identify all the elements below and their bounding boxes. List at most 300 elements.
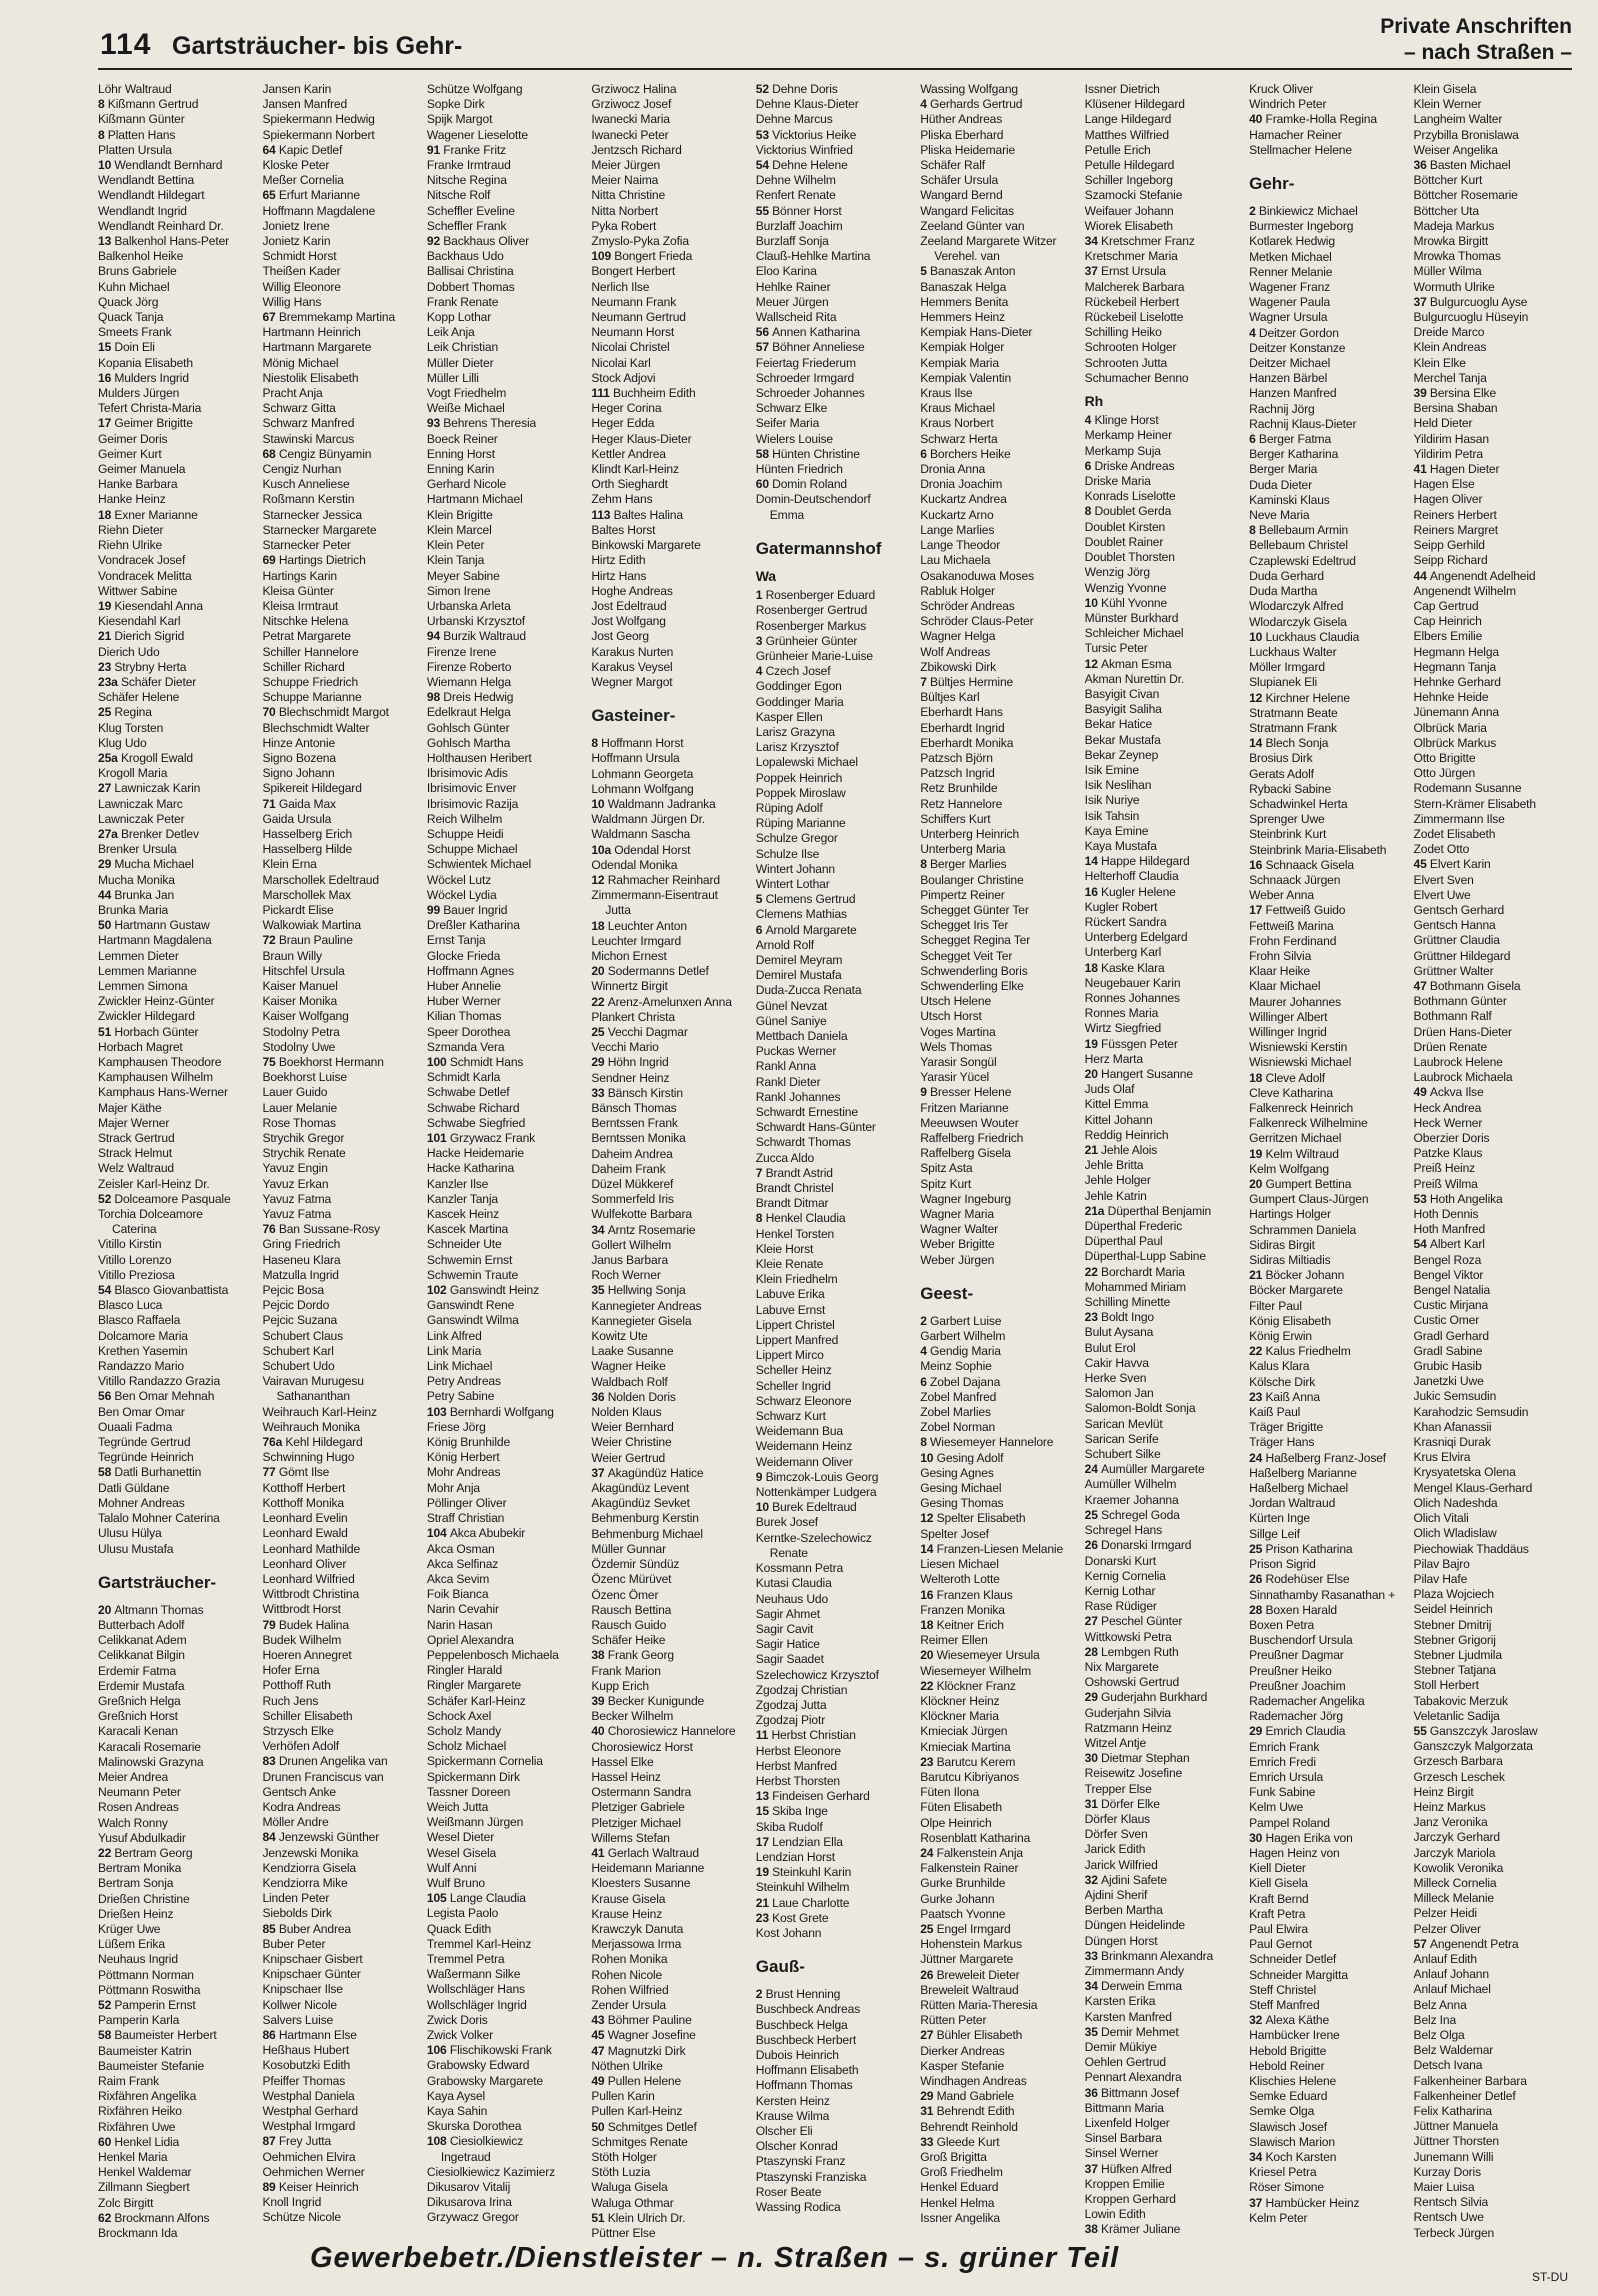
- resident-entry: Mohner Andreas: [98, 1495, 185, 1510]
- house-number: 18: [1249, 1070, 1266, 1085]
- resident-entry: Kernig Lothar: [1084, 1583, 1156, 1598]
- house-number: 84: [262, 1830, 279, 1845]
- house-number: 6: [1249, 432, 1259, 447]
- resident-name: Kaske Klara: [1101, 960, 1165, 975]
- resident-entry: Haßelberg Marianne: [1249, 1465, 1357, 1480]
- resident-entry: Majer Werner: [98, 1115, 170, 1130]
- resident-entry: Kusch Anneliese: [262, 477, 350, 492]
- directory-column: [98, 82, 256, 2241]
- house-number: 65: [262, 188, 279, 203]
- resident-entry: Fettweiß Marina: [1249, 918, 1334, 933]
- resident-name: Bulgurcuoglu Ayse: [1429, 294, 1528, 309]
- resident-entry: Weihrauch Karl-Heinz: [262, 1404, 377, 1419]
- resident-name: Arntz Rosemarie: [607, 1222, 696, 1237]
- resident-entry: Yavuz Engin: [262, 1161, 328, 1176]
- resident-name: Dietmar Stephan: [1101, 1751, 1190, 1766]
- resident-name: Dierich Sigrid: [114, 629, 185, 644]
- resident-entry: [1085, 1508, 1243, 1523]
- resident-entry: [591, 386, 749, 401]
- resident-entry: Jansen Manfred: [262, 97, 348, 112]
- resident-entry: Haßelberg Michael: [1249, 1481, 1349, 1496]
- resident-entry: Weiße Michael: [426, 401, 505, 416]
- resident-entry: Akca Selfinaz: [426, 1556, 499, 1571]
- resident-entry: Hofer Erna: [262, 1663, 320, 1678]
- resident-entry: Schulze Ilse: [755, 846, 820, 861]
- resident-name: Düperthal Benjamin: [1107, 1203, 1212, 1218]
- resident-entry: Stodolny Uwe: [262, 1039, 336, 1054]
- resident-entry: [756, 325, 914, 340]
- resident-entry: Dronia Joachim: [920, 477, 1003, 492]
- resident-entry: Kretschmer Maria: [1084, 249, 1178, 264]
- resident-entry: Pejcic Bosa: [262, 1283, 324, 1298]
- resident-entry: Drunen Franciscus van: [262, 1769, 384, 1784]
- resident-entry: [262, 310, 420, 325]
- resident-entry: Banaszak Helga: [920, 279, 1007, 294]
- resident-entry: Olich Nadeshda: [1413, 1495, 1498, 1510]
- resident-entry: Zodet Elisabeth: [1413, 826, 1496, 841]
- resident-entry: Lendzian Horst: [755, 1849, 836, 1864]
- house-number: 58: [98, 2028, 115, 2043]
- house-number: 53: [755, 127, 773, 142]
- resident-name: Aumüller Margarete: [1101, 1462, 1205, 1477]
- resident-entry: Strack Helmut: [98, 1146, 172, 1161]
- resident-entry: Anlauf Michael: [1413, 1982, 1491, 1997]
- resident-entry: Mohr Anja: [426, 1480, 480, 1495]
- resident-entry: [1414, 1937, 1572, 1952]
- resident-entry: Jenzewski Monika: [262, 1845, 359, 1860]
- resident-entry: Akman Nurettin Dr.: [1084, 671, 1185, 686]
- house-number: 29: [591, 1055, 608, 1070]
- resident-entry: Weier Gertrud: [591, 1450, 666, 1465]
- resident-name: Boekhorst Hermann: [278, 1055, 384, 1069]
- resident-name: Lembgen Ruth: [1101, 1644, 1179, 1659]
- resident-entry: Hegmann Helga: [1413, 644, 1499, 659]
- house-number: 4: [1249, 325, 1259, 340]
- resident-entry: Wagener Lieselotte: [426, 127, 528, 142]
- resident-name: Kelm Wiltraud: [1265, 1146, 1339, 1161]
- resident-entry: Kempiak Hans-Dieter: [920, 325, 1033, 340]
- resident-entry: Laubrock Helene: [1413, 1055, 1503, 1069]
- resident-entry: Slupianek Eli: [1249, 675, 1318, 690]
- resident-entry: Custic Mirjana: [1413, 1298, 1489, 1313]
- resident-entry: Franke Irmtraud: [426, 158, 511, 173]
- resident-entry: Duda Gerhard: [1249, 568, 1324, 583]
- resident-name: Burzik Waltraud: [443, 629, 526, 644]
- resident-entry: Groß Friedhelm: [920, 2165, 1003, 2180]
- resident-entry: Buber Peter: [262, 1936, 326, 1951]
- resident-entry: Akca Sevim: [426, 1571, 490, 1586]
- resident-entry: Kersten Heinz: [755, 2093, 830, 2108]
- resident-entry: Pejcic Suzana: [262, 1313, 338, 1328]
- resident-entry: Renfert Renate: [755, 188, 836, 203]
- resident-entry: Demirel Mustafa: [755, 968, 842, 983]
- resident-name: Blasco Giovanbattista: [114, 1283, 229, 1298]
- resident-entry: Jordan Waltraud: [1249, 1496, 1336, 1511]
- resident-name: Kirchner Helene: [1265, 690, 1350, 705]
- resident-entry: [427, 1283, 585, 1298]
- resident-entry: Foik Bianca: [426, 1587, 489, 1602]
- resident-entry: Schäfer Heike: [591, 1633, 666, 1648]
- resident-entry: Olbrück Markus: [1413, 735, 1497, 750]
- resident-entry: [1249, 736, 1407, 751]
- resident-entry: [920, 1588, 1078, 1603]
- resident-entry: Schmidt Horst: [262, 249, 337, 264]
- house-number: 13: [98, 234, 115, 249]
- resident-entry: Schulze Gregor: [755, 831, 838, 846]
- resident-entry: Hohenstein Markus: [920, 1937, 1022, 1952]
- house-number: 40: [591, 1724, 608, 1739]
- resident-entry: Franzen Monika: [920, 1602, 1005, 1617]
- resident-name: Laue Charlotte: [772, 1895, 850, 1910]
- resident-entry: Frohn Silvia: [1249, 948, 1312, 963]
- resident-entry: Zimmermann-Eisentraut: [591, 888, 718, 903]
- resident-entry: [591, 1694, 749, 1709]
- resident-entry: [756, 1470, 914, 1485]
- resident-entry: Pullen Karin: [591, 2089, 655, 2104]
- house-number: 58: [98, 1465, 115, 1480]
- resident-entry: [98, 1603, 256, 1618]
- resident-entry: Hoghe Andreas: [591, 583, 673, 598]
- resident-entry: [756, 1865, 914, 1880]
- house-number: 57: [1413, 1936, 1430, 1951]
- resident-entry: Kleie Renate: [755, 1257, 824, 1272]
- resident-entry: Kuckartz Arno: [920, 507, 994, 522]
- resident-entry: Kotlarek Hedwig: [1249, 234, 1335, 249]
- resident-entry: Karakus Nurten: [591, 644, 674, 659]
- resident-entry: Ajdini Sherif: [1084, 1887, 1148, 1902]
- resident-entry: Laake Susanne: [591, 1344, 674, 1359]
- resident-entry: [591, 1846, 749, 1861]
- house-number: 10: [98, 158, 115, 173]
- resident-entry: Heinz Markus: [1413, 1799, 1486, 1814]
- resident-name: Spelter Elisabeth: [936, 1511, 1026, 1526]
- resident-entry: Schwardt Hans-Günter: [755, 1120, 876, 1135]
- resident-entry: Leik Christian: [426, 340, 499, 355]
- resident-entry: Ringler Harald: [426, 1663, 503, 1678]
- house-number: 19: [1249, 1146, 1266, 1161]
- directory-column: [1085, 82, 1243, 2241]
- resident-entry: Dronia Anna: [920, 462, 986, 477]
- resident-entry: Leonhard Wilfried: [262, 1571, 355, 1586]
- resident-entry: Neumann Gertrud: [591, 310, 686, 325]
- resident-name: Behrendt Edith: [936, 2104, 1015, 2119]
- resident-name: Breweleit Dieter: [936, 1967, 1020, 1982]
- resident-entry: Unterberg Heinrich: [920, 826, 1020, 841]
- resident-entry: Wiesemeyer Wilhelm: [920, 1663, 1032, 1678]
- resident-entry: Baumeister Stefanie: [98, 2058, 205, 2073]
- resident-name: Herbst Christian: [771, 1728, 856, 1743]
- resident-entry: Gerats Adolf: [1249, 766, 1314, 781]
- resident-entry: Sarican Mevlüt: [1084, 1416, 1163, 1431]
- resident-entry: Hagen Heinz von: [1249, 1845, 1340, 1860]
- resident-name: Burek Edeltraud: [772, 1500, 857, 1515]
- resident-entry: Mrowka Thomas: [1413, 249, 1501, 264]
- resident-entry: Heck Werner: [1413, 1115, 1483, 1130]
- resident-entry: Özenc Mürüvet: [591, 1572, 672, 1587]
- resident-entry: [591, 995, 749, 1010]
- resident-entry: Klaar Michael: [1249, 979, 1321, 994]
- resident-entry: Olscher Konrad: [755, 2139, 838, 2154]
- house-number: 12: [591, 872, 608, 887]
- resident-entry: [1249, 1177, 1407, 1192]
- house-number: 25: [591, 1024, 608, 1039]
- directory-column: [591, 82, 749, 2241]
- house-number: 72: [262, 933, 279, 948]
- resident-entry: Paul Gernot: [1249, 1937, 1312, 1952]
- resident-entry: Hartmann Magdalena: [98, 933, 212, 948]
- resident-entry: Quack Jörg: [98, 294, 159, 309]
- house-number: 35: [591, 1283, 608, 1298]
- house-number: 34: [591, 1222, 608, 1237]
- resident-entry: Aumüller Wilhelm: [1084, 1477, 1177, 1492]
- resident-entry: Zwickler Heinz-Günter: [98, 994, 215, 1009]
- resident-entry: Blasco Raffaela: [98, 1313, 181, 1328]
- resident-entry: Orth Sieghardt: [591, 477, 668, 492]
- section-title-line2: – nach Straßen –: [1403, 41, 1572, 64]
- resident-entry: Hoeren Annegret: [262, 1647, 352, 1662]
- resident-name: Kugler Helene: [1101, 884, 1176, 899]
- resident-entry: Klöckner Maria: [920, 1709, 999, 1724]
- resident-entry: Ernst Tanja: [426, 933, 486, 948]
- resident-entry: Schwarz Herta: [920, 431, 998, 446]
- resident-entry: Bothmann Günter: [1413, 994, 1507, 1009]
- house-number: 57: [755, 340, 773, 355]
- resident-entry: Gesing Michael: [920, 1481, 1002, 1496]
- resident-entry: Petrat Margarete: [262, 629, 351, 644]
- resident-entry: [591, 1390, 749, 1405]
- resident-entry: Hartmann Michael: [426, 492, 523, 507]
- resident-entry: [98, 918, 256, 933]
- street-heading: Gatermannshof: [755, 538, 882, 558]
- resident-entry: Hoth Dennis: [1413, 1207, 1479, 1222]
- resident-entry: Schneider Detlef: [1249, 1952, 1337, 1967]
- house-number: 38: [591, 1648, 608, 1663]
- resident-entry: Klein Andreas: [1413, 340, 1487, 355]
- house-number: 58: [755, 446, 773, 461]
- house-number: 5: [755, 892, 766, 907]
- resident-entry: Zgodzaj Jutta: [755, 1697, 827, 1712]
- resident-entry: Düngen Horst: [1084, 1933, 1158, 1948]
- resident-entry: Jünemann Anna: [1413, 705, 1500, 720]
- resident-entry: Wollschläger Hans: [426, 1982, 525, 1997]
- house-number: 41: [591, 1845, 608, 1860]
- resident-entry: Witzel Antje: [1084, 1735, 1147, 1750]
- resident-entry: Heinz Birgit: [1413, 1784, 1474, 1799]
- resident-entry: Ganszczyk Malgorzata: [1413, 1739, 1533, 1754]
- resident-entry: Meier Jürgen: [591, 158, 661, 173]
- house-number: 37: [1084, 2161, 1102, 2176]
- house-number: 17: [1249, 903, 1266, 918]
- resident-entry: Olich Vitali: [1413, 1511, 1469, 1526]
- house-number: 93: [426, 416, 444, 431]
- resident-entry: Reiners Margret: [1413, 522, 1498, 537]
- resident-entry: [262, 1465, 420, 1480]
- resident-entry: Wöckel Lydia: [426, 887, 497, 902]
- resident-entry: [98, 128, 256, 143]
- resident-entry: Steinkuhl Wilhelm: [755, 1880, 850, 1895]
- resident-entry: Henkel Eduard: [920, 2180, 999, 2195]
- resident-entry: Janetzki Uwe: [1413, 1374, 1484, 1389]
- resident-entry: Jarczyk Gerhard: [1413, 1830, 1501, 1845]
- resident-entry: Slawisch Marion: [1249, 2134, 1335, 2149]
- resident-entry: [920, 1375, 1078, 1390]
- resident-entry: Demirel Meyram: [755, 952, 843, 967]
- resident-name: Hartmann Gustaw: [114, 918, 210, 933]
- resident-entry: Cap Heinrich: [1413, 614, 1482, 629]
- house-number: 33: [591, 1085, 608, 1100]
- resident-entry: Akagündüz Sevket: [591, 1496, 690, 1511]
- resident-entry: Lauer Melanie: [262, 1100, 338, 1115]
- resident-entry: Bengel Viktor: [1413, 1267, 1484, 1282]
- resident-entry: Doublet Kirsten: [1084, 519, 1166, 534]
- resident-entry: Spickermann Dirk: [426, 1769, 520, 1784]
- resident-entry: Kamphaus Hans-Werner: [98, 1085, 228, 1100]
- resident-entry: [756, 1728, 914, 1743]
- resident-entry: Rütten Maria-Theresia: [920, 1997, 1038, 2012]
- resident-entry: [98, 857, 256, 872]
- resident-entry: Wittbrodt Horst: [262, 1602, 341, 1617]
- house-number: 27a: [98, 826, 121, 841]
- resident-name: Erfurt Marianne: [278, 188, 360, 203]
- resident-entry: Schilling Heiko: [1084, 325, 1162, 340]
- resident-entry: [262, 1618, 420, 1633]
- resident-entry: Unterberg Maria: [920, 842, 1006, 857]
- resident-entry: [920, 1618, 1078, 1633]
- resident-entry: Meinz Sophie: [920, 1359, 992, 1374]
- resident-name: Happe Hildegard: [1101, 854, 1190, 869]
- resident-entry: Wassing Wolfgang: [920, 82, 1018, 96]
- resident-entry: Scheffler Eveline: [426, 203, 515, 218]
- resident-entry: Stebner Ljudmila: [1413, 1647, 1502, 1662]
- resident-entry: Kaiser Monika: [262, 994, 338, 1009]
- resident-entry: Westphal Daniela: [262, 2088, 355, 2103]
- house-number: 8: [98, 127, 108, 142]
- resident-entry: Anlauf Johann: [1413, 1967, 1489, 1982]
- house-number: 89: [262, 2180, 279, 2195]
- resident-entry: [1085, 596, 1243, 611]
- resident-entry: Krawczyk Danuta: [591, 1921, 684, 1936]
- resident-entry: Jüttner Margarete: [920, 1952, 1014, 1967]
- resident-entry: Berben Martha: [1084, 1903, 1163, 1918]
- resident-name: Barutcu Kerem: [936, 1754, 1016, 1769]
- resident-entry: Schiller Hannelore: [262, 644, 359, 659]
- house-number: 8: [1249, 523, 1259, 538]
- resident-name: Driske Andreas: [1094, 458, 1175, 473]
- resident-name: Waldmann Jadranka: [607, 796, 716, 811]
- resident-entry: Spijk Margot: [426, 112, 493, 127]
- resident-entry: [920, 447, 1078, 462]
- resident-entry: Nottenkämper Ludgera: [755, 1485, 877, 1500]
- resident-entry: Waldmann Sascha: [591, 827, 691, 842]
- resident-entry: Ciesiolkiewicz Kazimierz: [426, 2164, 555, 2179]
- resident-entry: Weidemann Heinz: [755, 1439, 853, 1454]
- resident-entry: Link Maria: [426, 1343, 482, 1358]
- directory-columns: [98, 82, 1572, 2241]
- resident-entry: Hassel Elke: [591, 1754, 654, 1769]
- resident-entry: Krethen Yasemin: [98, 1343, 188, 1358]
- resident-entry: Jost Edeltraud: [591, 598, 667, 613]
- resident-entry: Kascek Heinz: [426, 1207, 500, 1222]
- resident-entry: Janus Barbara: [591, 1253, 669, 1268]
- resident-entry: Leonhard Ewald: [262, 1526, 348, 1541]
- resident-entry: [756, 477, 914, 492]
- house-number: 21: [1249, 1268, 1266, 1283]
- resident-name: Koch Karsten: [1265, 2150, 1337, 2165]
- resident-entry: Oberzier Doris: [1413, 1131, 1490, 1146]
- resident-entry: [98, 340, 256, 355]
- resident-entry: Szelechowicz Krzysztof: [755, 1667, 879, 1682]
- resident-entry: Jarick Wilfried: [1084, 1857, 1158, 1872]
- resident-entry: Deitzer Michael: [1249, 356, 1331, 371]
- resident-entry: Zbikowski Dirk: [920, 659, 997, 674]
- resident-entry: Reddig Heinrich: [1084, 1127, 1169, 1142]
- resident-name: Steinkuhl Karin: [772, 1865, 852, 1880]
- resident-entry: Dikusarova Irina: [426, 2195, 512, 2210]
- resident-entry: Spitz Kurt: [920, 1176, 972, 1191]
- resident-entry: Wagner Ursula: [1249, 310, 1328, 325]
- resident-entry: [262, 2180, 420, 2195]
- resident-entry: Juds Olaf: [1084, 1082, 1135, 1097]
- resident-entry: Henkel Torsten: [755, 1226, 835, 1241]
- resident-name: Mand Gabriele: [936, 2089, 1014, 2104]
- resident-entry: Isik Tahsin: [1084, 808, 1140, 823]
- resident-entry: Strzysch Elke: [262, 1723, 334, 1738]
- resident-name: Cengiz Bünyamin: [278, 446, 372, 461]
- resident-entry: Oehmichen Werner: [262, 2164, 365, 2179]
- resident-entry: Ronnes Maria: [1084, 1006, 1159, 1021]
- resident-entry: Wintert Lothar: [755, 876, 830, 891]
- resident-entry: Elvert Uwe: [1413, 887, 1471, 902]
- resident-entry: [1414, 158, 1572, 173]
- resident-entry: Binkowski Margarete: [591, 538, 701, 553]
- resident-entry: Hartmann Margarete: [262, 340, 372, 355]
- resident-entry: Wulfekotte Barbara: [591, 1207, 692, 1222]
- resident-entry: Starnecker Margarete: [262, 522, 377, 537]
- resident-entry: Ulusu Mustafa: [98, 1541, 174, 1556]
- resident-entry: Labuve Erika: [755, 1287, 825, 1302]
- resident-name: Brenker Detlev: [120, 826, 199, 841]
- resident-entry: Emrich Fredi: [1249, 1754, 1316, 1769]
- resident-name: Blechschmidt Margot: [278, 705, 389, 720]
- resident-entry: Holthausen Heribert: [426, 750, 532, 765]
- resident-entry: Lopalewski Michael: [755, 755, 858, 770]
- resident-entry: Zeeland Günter van: [920, 218, 1025, 233]
- resident-entry: [1085, 2086, 1243, 2101]
- resident-entry: Jarczyk Mariola: [1413, 1845, 1496, 1860]
- resident-entry: [920, 97, 1078, 112]
- house-number: 20: [98, 1602, 115, 1617]
- resident-entry: Willig Hans: [262, 294, 322, 309]
- resident-entry: Kost Johann: [755, 1925, 822, 1940]
- resident-entry: Schneider Margitta: [1249, 1967, 1348, 1982]
- resident-entry: Schubert Udo: [262, 1359, 335, 1374]
- house-number: 12: [1249, 690, 1266, 705]
- house-number: 54: [98, 1283, 115, 1298]
- resident-entry: König Brunhilde: [426, 1435, 511, 1450]
- resident-entry: Nix Margarete: [1084, 1659, 1159, 1674]
- resident-entry: Möller Irmgard: [1249, 660, 1325, 675]
- resident-entry: Rachnij Klaus-Dieter: [1249, 416, 1357, 431]
- resident-entry: Kleisa Günter: [262, 583, 334, 598]
- resident-name: Gendig Maria: [930, 1344, 1001, 1359]
- resident-entry: Firenze Irene: [426, 644, 497, 659]
- resident-entry: Szamocki Stefanie: [1084, 188, 1183, 203]
- resident-entry: Wels Thomas: [920, 1039, 993, 1054]
- resident-entry: [591, 2028, 749, 2043]
- house-number: 38: [1084, 2222, 1102, 2237]
- resident-entry: Merkamp Suja: [1084, 443, 1161, 458]
- resident-entry: Meier Andrea: [98, 1769, 169, 1784]
